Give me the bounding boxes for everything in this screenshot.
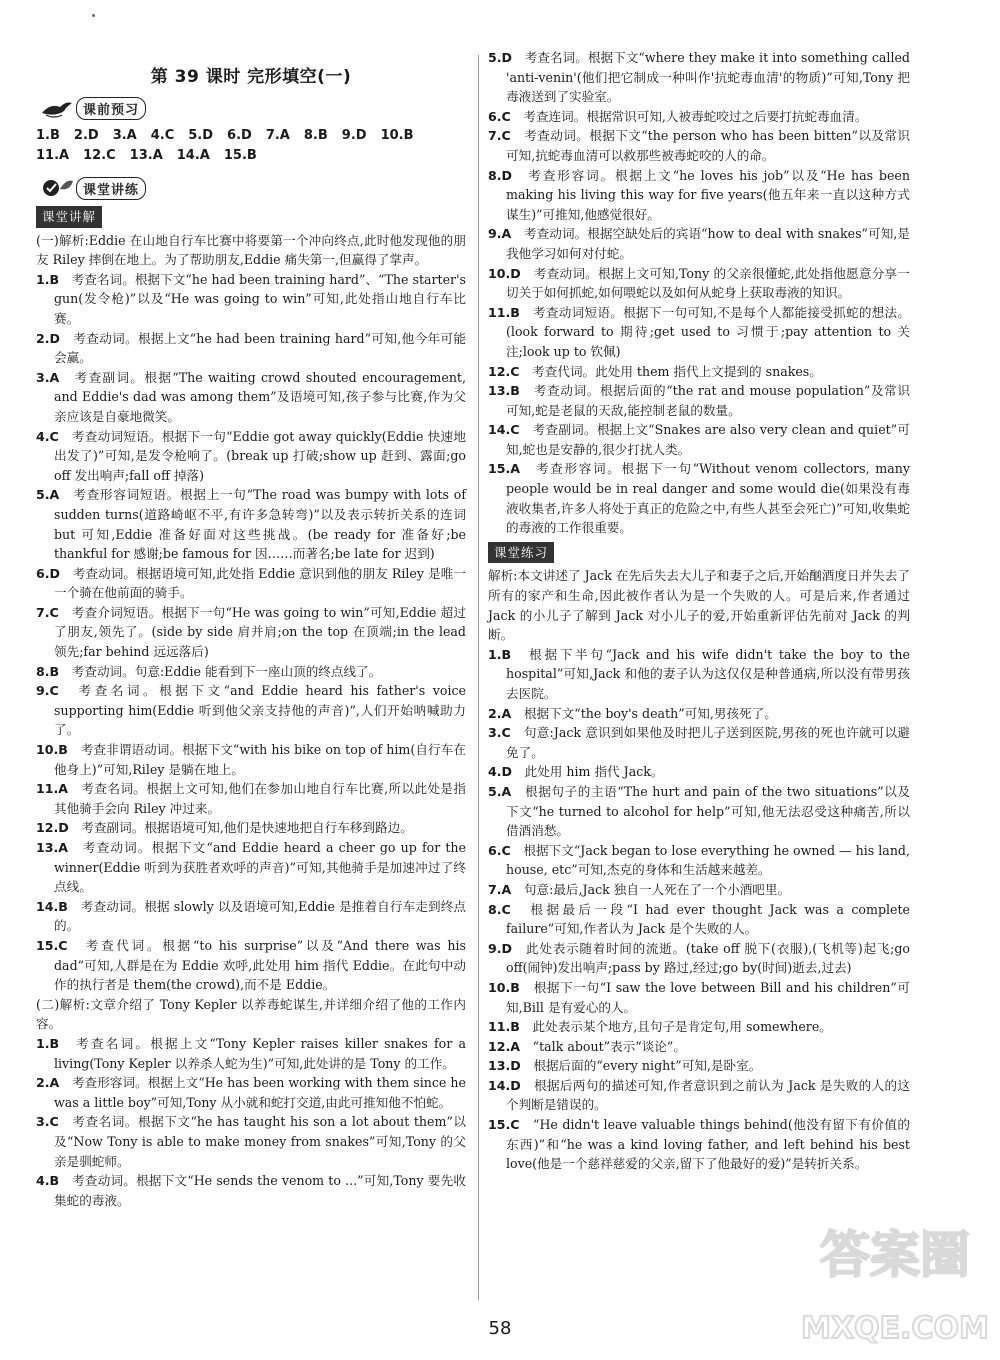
answer-number: 7.C <box>488 128 511 144</box>
answer-explanation: 考查连词。根据常识可知,人被毒蛇咬过之后要打抗蛇毒血清。 <box>510 108 868 124</box>
answer-number: 8.D <box>488 167 513 183</box>
answer-explanation: 根据下文“Jack began to lose everything he owned — his land, house, etc”可知,杰克的身体和生活越来越差。 <box>506 842 910 878</box>
answer-number: 4.B <box>36 1173 60 1189</box>
answer-number: 3.A <box>36 369 60 385</box>
answer-number: 6.C <box>488 842 511 858</box>
answer-number: 11.B <box>488 1019 520 1035</box>
answer-item <box>488 1056 910 1076</box>
answer-explanation: “talk about”表示“谈论”。 <box>520 1038 686 1054</box>
right-column <box>488 48 910 1174</box>
answer-item <box>36 936 466 995</box>
answer-item <box>488 48 910 107</box>
passage1-answer-list <box>36 270 466 995</box>
answer-explanation: 考查代词。根据“to his surprise”以及“And there was his dad”可知,人群是在为 Eddie 欢呼,此处用 him 指代 Eddie。在此句中动作的执行者是 them(the crowd),而不是 Eddie。 <box>54 937 466 993</box>
answer-number: 2.D <box>36 330 61 346</box>
answer-explanation: 考查名词。根据下文“he has taught his son a lot about them”以及“Now Tony is able to make money from snakes”可知,Tony 的父亲是驯蛇师。 <box>54 1114 466 1169</box>
answer-item <box>488 782 910 841</box>
preview-answer: 15.B <box>223 148 257 163</box>
answer-number: 8.B <box>36 663 60 679</box>
answer-number: 6.C <box>488 108 511 124</box>
answer-item <box>488 704 910 724</box>
answer-item <box>488 362 910 382</box>
answer-explanation: 考查形容词。根据下一句“Without venom collectors, many people would be in real danger and some would die(如果没有毒液收集者,许多人将处于真正的危险之中,有些人甚至会死亡)”可知,收集蛇的毒液的工作很重要。 <box>506 461 910 536</box>
watermark-text: 答案圈 <box>820 1226 970 1284</box>
preview-answer: 12.C <box>83 148 116 163</box>
answer-item <box>36 838 466 897</box>
answer-item <box>488 126 910 165</box>
answer-item <box>488 1076 910 1115</box>
answer-explanation: 此处表示某个地方,且句子是肯定句,用 somewhere。 <box>519 1019 832 1035</box>
badge-preview-label: 课前预习 <box>76 97 146 120</box>
preview-answer: 10.B <box>380 128 414 143</box>
preview-answer: 3.A <box>112 128 137 143</box>
answer-explanation: 此处表示随着时间的流逝。(take off 脱下(衣服),(飞机等)起飞;go off(闹钟)发出响声;pass by 路过,经过;go by(时间)逝去,过去) <box>506 940 910 976</box>
answer-number: 1.B <box>488 646 512 662</box>
answer-number: 3.C <box>488 725 511 741</box>
answer-item <box>36 662 466 682</box>
answer-explanation: 根据下半句“Jack and his wife didn't take the boy to the hospital”可知,Jack 和他的妻子认为这仅仅是种普通病,所以没有带男孩去医院。 <box>506 646 910 701</box>
answer-item <box>36 740 466 779</box>
answer-explanation: 考查副词。根据“The waiting crowd shouted encouragement, and Eddie's dad was among them”及语境可知,孩子参与比赛,作为父亲应该是自豪地微笑。 <box>54 369 466 424</box>
preview-answer: 11.A <box>36 148 70 163</box>
answer-explanation: 根据下文“the boy's death”可知,男孩死了。 <box>511 705 777 721</box>
answer-item <box>488 900 910 939</box>
passage2-answer-list-right <box>488 48 910 538</box>
answer-item <box>36 427 466 486</box>
answer-item <box>488 723 910 762</box>
answer-item <box>488 880 910 900</box>
answer-explanation: 考查形容词。根据上文“He has been working with them since he was a little boy”可知,Tony 从小就和蛇打交道,由此可推知他不怕蛇。 <box>54 1075 466 1110</box>
answer-number: 7.C <box>36 604 59 620</box>
answer-item <box>36 564 466 603</box>
answer-explanation: 根据最后一段“I had ever thought Jack was a complete failure”可知,作者认为 Jack 是个失败的人。 <box>506 901 910 937</box>
answer-item <box>488 1017 910 1037</box>
answer-number: 9.A <box>488 226 512 242</box>
answer-number: 4.C <box>36 428 59 444</box>
answer-explanation: 考查名词。根据下文“where they make it into something called 'anti-venin'(他们把它制成一种叫作'抗蛇毒血清'的物质)”可知,Tony 把毒液送到了实验室。 <box>506 50 910 105</box>
answer-explanation: 考查动词。根据后面的“the rat and mouse population”及常识可知,蛇是老鼠的天敌,能控制老鼠的数量。 <box>506 383 910 418</box>
preview-answer: 14.A <box>176 148 210 163</box>
answer-item <box>36 818 466 838</box>
answer-explanation: 考查名词。根据上文可知,他们在参加山地自行车比赛,所以此处是指其他骑手会向 Riley 冲过来。 <box>54 781 466 816</box>
answer-explanation: 考查动词。根据下文“He sends the venom to ...”可知,Tony 要先收集蛇的毒液。 <box>54 1173 466 1208</box>
answer-explanation: 句意:Jack 意识到如果他及时把儿子送到医院,男孩的死也许就可以避免了。 <box>506 725 910 760</box>
answer-explanation: 考查名词。根据下文“and Eddie heard his father's voice supporting him(Eddie 听到他父亲支持他的声音)”,人们开始呐喊助力了。 <box>54 683 466 738</box>
answer-item <box>488 1037 910 1057</box>
practice-intro: 解析:本文讲述了 Jack 在先后失去大儿子和妻子之后,开始酗酒度日并失去了所有的家产和生命,因此被作者认为是一个失败的人。可是后来,作者通过 Jack 的小儿子了解到 Jack 对小儿子的爱,开始重新评估先前对 Jack 的判断。 <box>488 568 910 643</box>
answer-row <box>36 126 466 146</box>
practice-answer-list <box>488 645 910 1174</box>
answer-item <box>488 166 910 225</box>
answer-number: 12.D <box>36 820 69 836</box>
answer-number: 13.A <box>36 840 69 855</box>
answer-explanation: 考查代词。此处用 them 指代上文提到的 snakes。 <box>519 363 822 379</box>
watermark-logo <box>800 1210 990 1355</box>
watermark-url: MXQE.COM <box>801 1311 989 1346</box>
badge-preview <box>40 96 146 120</box>
answer-item <box>36 1034 466 1073</box>
preview-answer: 13.A <box>129 148 163 163</box>
answer-item <box>488 420 910 459</box>
answer-number: 15.C <box>36 937 68 953</box>
answer-number: 1.B <box>36 1035 60 1051</box>
badge-lecture-label: 课堂讲练 <box>76 177 146 200</box>
preview-answer: 6.D <box>227 128 252 143</box>
answer-explanation: 考查动词。根据下文“and Eddie heard a cheer go up for the winner(Eddie 听到为获胜者欢呼的声音)”可知,其他骑手是加速冲过了终点线。 <box>54 840 466 895</box>
answer-item <box>488 264 910 303</box>
answer-item <box>36 1073 466 1112</box>
answer-item <box>488 224 910 263</box>
answer-row <box>36 146 466 166</box>
answer-explanation: 考查动词。根据下文“the person who has been bitten”以及常识可知,抗蛇毒血清可以救那些被毒蛇咬的人的命。 <box>506 128 910 163</box>
answer-explanation: 考查副词。根据语境可知,他们是快速地把自行车移到路边。 <box>68 820 413 836</box>
answer-item <box>488 381 910 420</box>
page-number: 58 <box>488 1318 512 1339</box>
answer-explanation: 考查动词。根据上文“he had been training hard”可知,他今年可能会赢。 <box>54 330 466 366</box>
answer-number: 15.C <box>488 1117 520 1133</box>
answer-number: 14.B <box>36 898 68 914</box>
answer-item <box>36 485 466 563</box>
answer-number: 14.C <box>488 422 520 438</box>
answer-explanation: 考查非谓语动词。根据下文“with his bike on top of him(自行车在他身上)”可知,Riley 是躺在地上。 <box>54 742 466 777</box>
answer-item <box>488 107 910 127</box>
answer-item <box>488 978 910 1017</box>
answer-number: 2.A <box>488 705 512 721</box>
answer-item <box>488 645 910 704</box>
answer-explanation: 考查副词。根据上文“Snakes are also very clean and quiet”可知,蛇也是安静的,很少打扰人类。 <box>506 422 910 457</box>
preview-answers <box>36 126 466 166</box>
section-tag-practice: 课堂练习 <box>488 542 554 564</box>
answer-number: 5.A <box>488 783 512 799</box>
answer-explanation: 考查动词。根据 slowly 以及语境可知,Eddie 是推着自行车走到终点的。 <box>54 898 466 934</box>
answer-number: 10.B <box>488 979 520 995</box>
leaf-icon <box>40 177 74 199</box>
answer-number: 6.D <box>36 565 61 581</box>
answer-explanation: 考查动词短语。根据下一句可知,不是每个人都能接受抓蛇的想法。(look forward to 期待;get used to 习惯于;pay attention to 关注;look up to 钦佩) <box>506 304 910 359</box>
column-divider <box>478 55 479 1300</box>
answer-number: 11.A <box>36 781 69 797</box>
scan-speck <box>92 14 95 17</box>
answer-number: 5.A <box>36 487 60 503</box>
bird-icon <box>40 97 74 119</box>
answer-item <box>36 603 466 662</box>
answer-explanation: 考查动词。根据上文可知,Tony 的父亲很懂蛇,此处指他愿意分享一切关于如何抓蛇,如何喂蛇以及如何从蛇身上获取毒液的知识。 <box>506 265 910 301</box>
answer-explanation: 考查名词。根据下文“he had been training hard”、“The starter's gun(发令枪)”以及“He was going to win”可知,此处指山地自行车比赛。 <box>54 271 466 326</box>
answer-number: 11.B <box>488 304 520 320</box>
answer-item <box>36 270 466 329</box>
answer-item <box>488 939 910 978</box>
answer-number: 7.A <box>488 881 512 897</box>
answer-explanation: 考查形容词。根据上文“he loves his job”以及“He has been making his living this way for five years(他五年来一直以这种方式谋生)”可推知,他感觉很好。 <box>506 167 910 222</box>
preview-answer: 4.C <box>150 128 175 143</box>
answer-explanation: 考查动词。根据空缺处后的宾语“how to deal with snakes”可知,是我他学习如何对付蛇。 <box>506 226 910 261</box>
answer-explanation: 根据后两句的描述可知,作者意识到之前认为 Jack 是失败的人的这个判断是错误的。 <box>506 1077 910 1113</box>
preview-answer: 1.B <box>36 128 60 143</box>
answer-item <box>488 841 910 880</box>
answer-explanation: 考查介词短语。根据下一句“He was going to win”可知,Eddie 超过了朋友,领先了。(side by side 肩并肩;on the top 在顶端;in the lead 领先;far behind 远远落后) <box>54 604 466 660</box>
preview-answer: 2.D <box>73 128 99 143</box>
badge-lecture <box>40 176 146 200</box>
answer-item <box>36 329 466 368</box>
answer-explanation: 考查名词。根据上文“Tony Kepler raises killer snakes for a living(Tony Kepler 以养杀人蛇为生)”可知,此处讲的是 Tony 的工作。 <box>54 1035 466 1071</box>
answer-explanation: 根据句子的主语“The hurt and pain of the two situations”以及下文“he turned to alcohol for help”可知,他无法忍受这种痛苦,所以借酒消愁。 <box>506 783 910 839</box>
answer-number: 13.D <box>488 1058 521 1074</box>
answer-number: 14.D <box>488 1077 521 1093</box>
preview-answer: 5.D <box>188 128 214 143</box>
answer-number: 13.B <box>488 383 520 399</box>
answer-item <box>36 897 466 936</box>
answer-number: 12.A <box>488 1038 521 1054</box>
answer-number: 9.D <box>488 940 513 956</box>
answer-item <box>488 459 910 537</box>
answer-number: 4.D <box>488 764 513 780</box>
passage2-answer-list-left <box>36 1034 466 1210</box>
answer-number: 10.B <box>36 742 68 758</box>
answer-item <box>488 1115 910 1174</box>
answer-explanation: 考查动词。根据语境可知,此处指 Eddie 意识到他的朋友 Riley 是唯一一个骑在他前面的骑手。 <box>54 565 466 601</box>
answer-item <box>488 303 910 362</box>
answer-explanation: 考查动词短语。根据下一句“Eddie got away quickly(Eddie 快速地出发了)”可知,是发令枪响了。(break up 打破;show up 赶到、露面;go off 发出响声;fall off 掉落) <box>54 428 466 483</box>
answer-number: 15.A <box>488 461 521 477</box>
answer-item <box>36 368 466 427</box>
section-tag-lecture: 课堂讲解 <box>36 206 102 228</box>
answer-number: 3.C <box>36 1114 59 1130</box>
answer-explanation: “He didn't leave valuable things behind(他没有留下有价值的东西)”和“he was a kind loving father, and left behind his best love(他是一个慈祥慈爱的父亲,留下了他最好的爱)”是转折关系。 <box>506 1117 910 1172</box>
answer-explanation: 句意:最后,Jack 独自一人死在了一个小酒吧里。 <box>511 881 791 897</box>
answer-item <box>488 762 910 782</box>
answer-explanation: 考查形容词短语。根据上一句“The road was bumpy with lots of sudden turns(道路崎岖不平,有许多急转弯)”以及表示转折关系的连词 but 可知,Eddie 准备好面对这些挑战。(be ready for 准备好;be thankful for 感谢;be famous for 因……而著名;be late for 迟到) <box>54 487 466 562</box>
answer-number: 9.C <box>36 683 59 699</box>
page-title: 第 39 课时 完形填空(一) <box>150 67 352 87</box>
passage1-intro: (一)解析:Eddie 在山地自行车比赛中将要第一个冲向终点,此时他发现他的朋友 Riley 摔倒在地上。为了帮助朋友,Eddie 痛失第一,但赢得了掌声。 <box>36 232 466 268</box>
preview-answer: 9.D <box>341 128 367 143</box>
answer-explanation: 根据后面的“every night”可知,是卧室。 <box>520 1058 762 1074</box>
answer-explanation: 根据下一句“I saw the love between Bill and his children”可知,Bill 是有爱心的人。 <box>506 979 910 1015</box>
answer-item <box>36 779 466 818</box>
answer-number: 8.C <box>488 901 511 917</box>
answer-number: 12.C <box>488 363 520 379</box>
answer-number: 1.B <box>36 271 60 287</box>
answer-item <box>36 681 466 740</box>
answer-explanation: 考查动词。句意:Eddie 能看到下一座山顶的终点线了。 <box>59 663 382 679</box>
answer-explanation: 此处用 him 指代 Jack。 <box>512 764 664 780</box>
answer-item <box>36 1112 466 1171</box>
passage2-intro: (二)解析:文章介绍了 Tony Kepler 以养毒蛇谋生,并详细介绍了他的工作内容。 <box>36 996 466 1032</box>
answer-number: 5.D <box>488 50 513 65</box>
answer-item <box>36 1171 466 1210</box>
left-column <box>36 206 466 1210</box>
preview-answer: 8.B <box>303 128 328 143</box>
preview-answer: 7.A <box>265 128 290 143</box>
answer-number: 10.D <box>488 265 521 281</box>
answer-number: 2.A <box>36 1075 60 1091</box>
